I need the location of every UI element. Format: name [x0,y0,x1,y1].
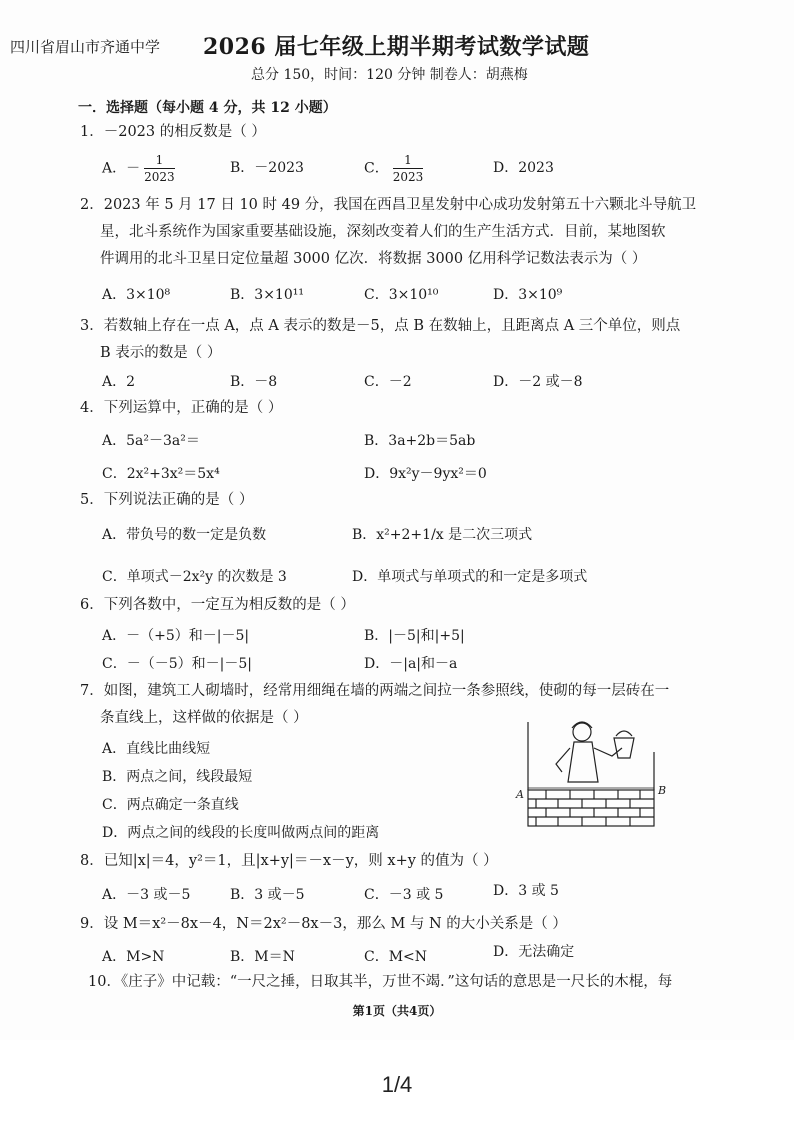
question-10-stem: 10．《庄子》中记载：“一尺之捶，日取其半，万世不竭．”这句话的意思是一尺长的木棍，每 [88,974,673,990]
exam-title: 2026 届七年级上期半期考试数学试题 [203,34,590,60]
figure-label-b: B [658,784,667,797]
question-3-stem-line-1: 3．若数轴上存在一点 A，点 A 表示的数是－5，点 B 在数轴上，且距离点 A 三个单位，则点 [80,318,681,334]
q6-option-a: A．－（+5）和－|－5| [102,628,250,644]
q2-option-b: B．3×10¹¹ [230,287,304,303]
q2-option-a: A．3×10⁸ [102,287,171,303]
q1-option-d: D．2023 [493,160,554,176]
worker-left-arm [556,748,570,772]
question-2-stem-line-2: 星，北斗系统作为国家重要基础设施，深刻改变着人们的生产生活方式．目前，某地图软 [100,224,666,240]
q8-option-a: A．－3 或－5 [102,887,191,903]
question-7-stem-line-2: 条直线上，这样做的依据是（ ） [100,710,308,726]
question-7-stem-line-1: 7．如图，建筑工人砌墙时，经常用细绳在墙的两端之间拉一条参照线，使砌的每一层砖在一 [80,683,670,699]
q5-option-a: A．带负号的数一定是负数 [102,527,267,543]
question-2-stem-line-1: 2．2023 年 5 月 17 日 10 时 49 分，我国在西昌卫星发射中心成功发射第五十六颗北斗导航卫 [80,197,697,213]
q5-option-c: C．单项式－2x²y 的次数是 3 [102,569,287,585]
q5-option-d: D．单项式与单项式的和一定是多项式 [352,569,588,585]
q1-a-fraction: $\frac{1}{2023}$ [144,153,175,184]
question-9-stem: 9．设 M＝x²－8x－4，N＝2x²－8x－3，那么 M 与 N 的大小关系是（ ） [80,916,567,932]
bricklayer-figure [512,712,672,832]
question-1-stem: 1．－2023 的相反数是（ ） [80,124,266,140]
bucket-handle [616,731,632,736]
question-5-stem: 5．下列说法正确的是（ ） [80,492,254,508]
q3-option-d: D．－2 或－8 [493,374,583,390]
worker-body [568,742,598,782]
q7-option-b: B．两点之间，线段最短 [102,769,253,785]
q7-option-a: A．直线比曲线短 [102,741,211,757]
q9-option-b: B．M＝N [230,949,295,965]
question-6-stem: 6．下列各数中，一定互为相反数的是（ ） [80,597,355,613]
question-3-stem-line-2: B 表示的数是（ ） [100,345,222,361]
worker-head [573,723,591,741]
q6-option-c: C．－（－5）和－|－5| [102,656,252,672]
q6-option-b: B．|－5|和|+5| [364,628,465,644]
q1-option-a: A．－ $\frac{1}{2023}$ [102,153,175,184]
q7-option-c: C．两点确定一条直线 [102,797,239,813]
exam-subtitle: 总分 150，时间：120 分钟 制卷人：胡燕梅 [251,67,528,83]
q4-option-d: D．9x²y－9yx²＝0 [364,466,487,482]
q9-option-d: D．无法确定 [493,944,575,960]
q2-option-c: C．3×10¹⁰ [364,287,439,303]
page-footer: 第1页（共4页） [352,1004,442,1018]
q6-option-d: D．－|a|和－a [364,656,458,672]
q4-option-a: A．5a²－3a²＝ [102,433,200,449]
question-2-stem-line-3: 件调用的北斗卫星日定位量超 3000 亿次．将数据 3000 亿用科学记数法表示为（ ） [100,251,647,267]
q7-option-d: D．两点之间的线段的长度叫做两点间的距离 [102,825,380,841]
q4-option-b: B．3a+2b＝5ab [364,433,476,449]
q4-option-c: C．2x²+3x²＝5x⁴ [102,466,220,482]
q9-option-a: A．M>N [102,949,165,965]
question-8-stem: 8．已知|x|＝4，y²＝1，且|x+y|＝－x－y，则 x+y 的值为（ ） [80,853,498,869]
section-title: 一．选择题（每小题 4 分，共 12 小题） [78,100,337,116]
bucket [614,738,634,758]
q3-option-b: B．－8 [230,374,278,390]
q9-option-c: C．M<N [364,949,428,965]
q3-option-c: C．－2 [364,374,412,390]
q1-c-fraction: $\frac{1}{2023}$ [392,153,424,184]
figure-label-a: A [516,788,524,801]
q8-option-c: C．－3 或 5 [364,887,444,903]
q1-option-c: C． $\frac{1}{2023}$ [364,153,424,184]
q2-option-d: D．3×10⁹ [493,287,563,303]
q3-option-a: A．2 [102,374,136,390]
q1-option-b: B．－2023 [230,160,304,176]
question-4-stem: 4．下列运算中，正确的是（ ） [80,400,283,416]
q8-option-b: B．3 或－5 [230,887,305,903]
page-indicator: 1/4 [381,1072,413,1097]
school-name: 四川省眉山市齐通中学 [10,38,161,56]
q5-option-b: B．x²+2+1/x 是二次三项式 [352,527,533,543]
q8-option-d: D．3 或 5 [493,883,559,899]
